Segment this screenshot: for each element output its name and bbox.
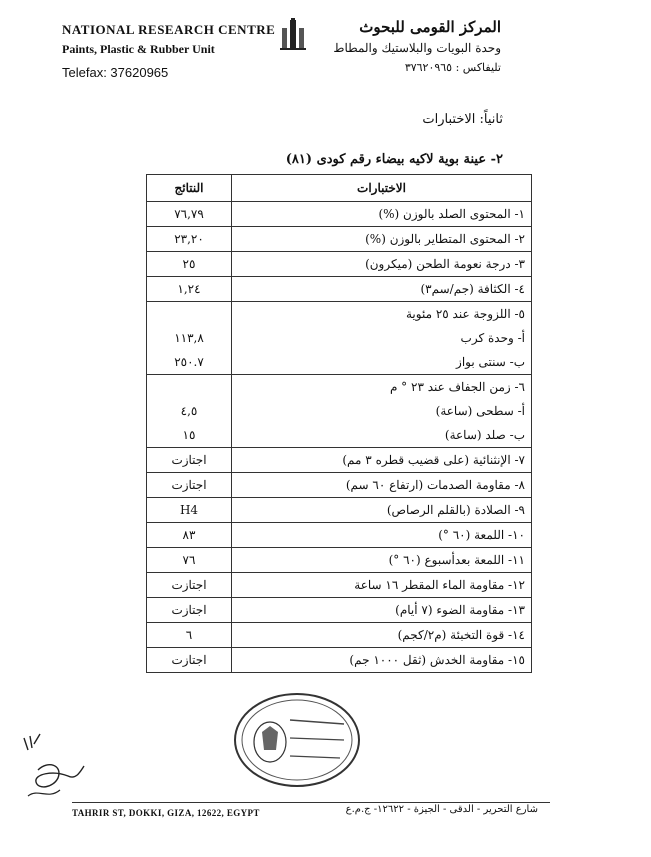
viscosity-b-result: ٢٥٠.٧ [174, 355, 204, 369]
result-cell: ١,٢٤ [147, 277, 232, 302]
test-cell: ٣- درجة نعومة الطحن (ميكرون) [232, 252, 532, 277]
table-row [147, 648, 532, 673]
viscosity-title: ٥- اللزوجة عند ٢٥ مئوية [406, 307, 525, 321]
result-cell: ٢٣,٢٠ [147, 227, 232, 252]
org-name-ar: المركز القومى للبحوث [359, 18, 501, 36]
table-row [147, 573, 532, 598]
header-english [62, 22, 275, 80]
footer-address-ar: شارع التحرير - الدقى - الجيزة - ١٢٦٢٢- ج.م.ع [345, 804, 538, 815]
result-cell: ٧٦ [147, 548, 232, 573]
org-name-en: NATIONAL RESEARCH CENTRE [62, 22, 276, 37]
result-cell: H4 [147, 498, 232, 523]
result-cell: ٧٦,٧٩ [147, 202, 232, 227]
telefax-en: Telefax: 37620965 [62, 65, 169, 80]
table-row-drying [147, 375, 532, 448]
result-cell: اجتازت [147, 598, 232, 623]
test-cell: ١١- اللمعة بعدأسبوع (٦٠ °) [232, 548, 532, 573]
test-cell: ١٢- مقاومة الماء المقطر ١٦ ساعة [232, 573, 532, 598]
table-row [147, 277, 532, 302]
table-row [147, 623, 532, 648]
viscosity-b: ب- سنتى بواز [456, 355, 525, 369]
test-cell [232, 302, 532, 375]
table-header-row [147, 175, 532, 202]
table-row [147, 227, 532, 252]
drying-b: ب- صلد (ساعة) [444, 428, 525, 442]
nrc-emblem-icon [278, 18, 308, 52]
table-row [147, 202, 532, 227]
table-row-viscosity [147, 302, 532, 375]
test-cell: ١٠- اللمعة (٦٠ °) [232, 523, 532, 548]
test-cell [232, 375, 532, 448]
test-cell: ٨- مقاومة الصدمات (ارتفاع ٦٠ سم) [232, 473, 532, 498]
table-row [147, 523, 532, 548]
test-cell: ٢- المحتوى المتطاير بالوزن (%) [232, 227, 532, 252]
footer-divider [72, 802, 550, 803]
handwritten-signature-icon [18, 730, 90, 806]
test-cell: ١٤- قوة التخبئة (م٢/كجم) [232, 623, 532, 648]
header-results: النتائج [147, 175, 232, 202]
table-row [147, 598, 532, 623]
tests-table [146, 174, 532, 673]
test-cell: ٧- الإنثنائية (على قضيب قطره ٣ مم) [232, 448, 532, 473]
drying-a-result: ٤,٥ [180, 404, 198, 418]
section-heading: ثانياً: الاختبارات [422, 112, 503, 127]
test-cell: ١٥- مقاومة الخدش (ثقل ١٠٠٠ جم) [232, 648, 532, 673]
table-row [147, 548, 532, 573]
table-row [147, 252, 532, 277]
official-seal-icon [232, 690, 362, 790]
table-row [147, 448, 532, 473]
result-cell: ٢٥ [147, 252, 232, 277]
footer-address-en: TAHRIR ST, DOKKI, GIZA, 12622, EGYPT [72, 808, 260, 818]
viscosity-a: أ- وحدة كرب [460, 331, 525, 345]
table-row [147, 473, 532, 498]
result-cell: ٦ [147, 623, 232, 648]
drying-title: ٦- زمن الجفاف عند ٢٣ ° م [389, 380, 525, 394]
telefax-ar: تليفاكس : ٣٧٦٢٠٩٦٥ [404, 61, 501, 74]
result-cell [147, 302, 232, 375]
result-cell: اجتازت [147, 573, 232, 598]
test-cell: ٤- الكثافة (جم/سم٣) [232, 277, 532, 302]
test-cell: ٩- الصلادة (بالقلم الرصاص) [232, 498, 532, 523]
unit-name-ar: وحدة البويات والبلاستيك والمطاط [333, 41, 501, 55]
drying-a: أ- سطحى (ساعة) [435, 404, 525, 418]
result-cell [147, 375, 232, 448]
drying-b-result: ١٥ [182, 428, 196, 442]
table-row [147, 498, 532, 523]
unit-name-en: Paints, Plastic & Rubber Unit [62, 42, 215, 56]
header-tests: الاختبارات [232, 175, 532, 202]
result-cell: ٨٣ [147, 523, 232, 548]
sample-heading: ٢- عينة بوية لاكيه بيضاء رقم كودى (٨١) [285, 152, 503, 167]
result-cell: اجتازت [147, 648, 232, 673]
header-arabic [333, 18, 501, 74]
result-cell: اجتازت [147, 448, 232, 473]
test-cell: ١- المحتوى الصلد بالوزن (%) [232, 202, 532, 227]
viscosity-a-result: ١١٣,٨ [174, 331, 204, 345]
test-cell: ١٣- مقاومة الضوء (٧ أيام) [232, 598, 532, 623]
result-cell: اجتازت [147, 473, 232, 498]
